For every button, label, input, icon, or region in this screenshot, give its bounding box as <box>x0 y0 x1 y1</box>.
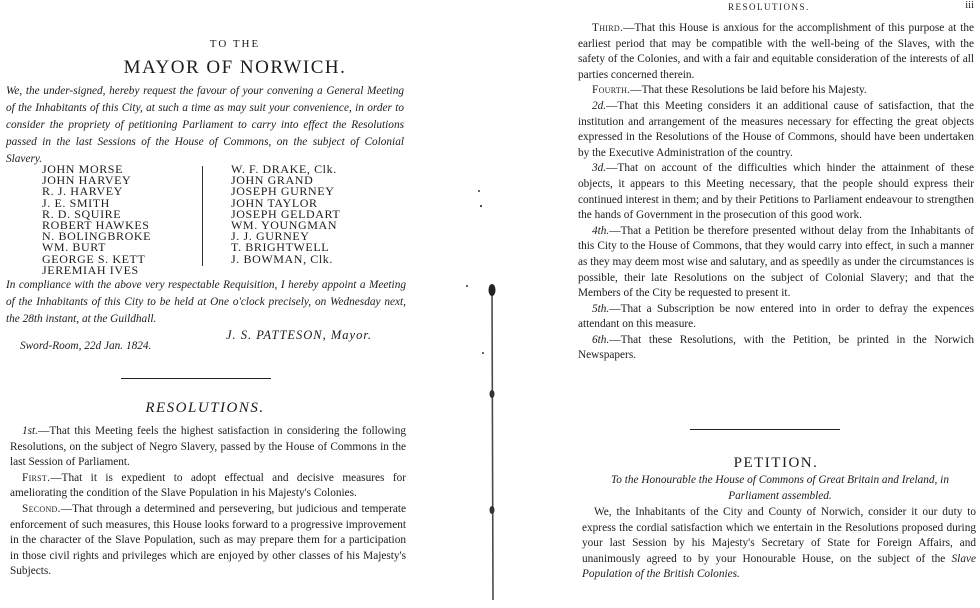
signatory-name-6: ROBERT HAWKES <box>42 218 150 233</box>
signatory-name-5: JOSEPH GELDART <box>231 206 341 221</box>
signatory-name-4: J. E. SMITH <box>42 195 110 210</box>
column-divider <box>202 166 203 266</box>
signatory-name-5: R. D. SQUIRE <box>42 206 122 221</box>
resolution-text: —That a Petition be therefore presented without delay from the Inhabitants of this City to the House of Commons, that they would carry into effect, in such a manner as they may deem most wise and salutary, and as speedily as under the circumstances is possible, their late Resolutions on the subject of Colonial Slavery; and that the Members of the City be requested to present it. <box>578 224 974 300</box>
petition-text-italic: Slave Population of the British Colonies. <box>582 552 976 581</box>
resolution-label: Third. <box>592 22 624 34</box>
resolution-text: —That on account of the difficulties which hinder the attainment of these objects, it appears to this Meeting necessary, that the people should express their continued interest in them; and by their Petitions to Parliament endeavour to strengthen the hands of Government in the prosecution of this good work. <box>578 162 974 222</box>
resolution-label: Fourth. <box>592 84 631 97</box>
resolution-label: Second. <box>22 502 61 515</box>
resolution-first <box>10 471 406 502</box>
resolution-3d <box>578 161 974 223</box>
resolution-text: —That these Resolutions be laid before his Majesty. <box>630 84 867 97</box>
resolution-label: 1st. <box>22 425 39 437</box>
binding-thread-icon <box>470 0 578 608</box>
requisition-text: We, the under-signed, hereby request the favour of your convening a General Meeting of the Inhabitants of this City, at such a time as may suit your convenience, in order to consider the propriety of petitioning Parliament to carry into effect the Resolutions passed in the last Sessions of the House of Commons, on the subject of Colonial Slavery. <box>6 85 404 165</box>
resolution-third <box>578 21 974 83</box>
dateline: Sword-Room, 22d Jan. 1824. <box>20 340 152 352</box>
section-divider <box>121 378 271 379</box>
petition-heading: PETITION. <box>733 455 819 471</box>
resolution-text: —That this Meeting feels the highest satisfaction in considering the following Resolutions, on the subject of Negro Slavery, passed by the House of Commons in the last Session of Parliament. <box>10 425 406 469</box>
signatories-column-2 <box>231 164 401 265</box>
book-gutter <box>470 0 578 608</box>
signatory-name-3: R. J. HARVEY <box>42 184 123 199</box>
signatory-name-1: W. F. DRAKE, Clk. <box>231 162 337 176</box>
resolution-text: —That it is expedient to adopt effectual and decisive measures for ameliorating the condition of the Slave Population in his Majesty's Colonies. <box>10 471 406 500</box>
signatory-name-2: JOHN HARVEY <box>42 173 132 188</box>
signatory-name-9: GEORGE S. KETT <box>42 251 146 266</box>
signatory-name-4: JOHN TAYLOR <box>231 195 318 210</box>
resolution-text: —That through a determined and persevering, but judicious and temperate enforcement of such measures, this House looks forward to a progressive improvement in the character of the Slave Population, such as may prepare them for a participation in those civil rights and privileges which are enjoyed by other classes of his Majesty's Subjects. <box>10 502 406 578</box>
signatory-name-8: T. BRIGHTWELL <box>231 240 330 255</box>
resolution-label: 2d. <box>592 99 607 112</box>
signatory-name-6: WM. YOUNGMAN <box>231 218 338 233</box>
signatory-name-9: J. BOWMAN, Clk. <box>231 251 334 266</box>
address-line: TO THE <box>209 38 261 50</box>
resolution-label: First. <box>22 471 51 484</box>
running-head-title: RESOLUTIONS. <box>728 2 810 12</box>
page-number: iii <box>965 0 974 11</box>
resolutions-list <box>10 424 406 580</box>
resolution-label: 4th. <box>592 224 610 237</box>
petition-paragraph <box>582 505 976 583</box>
signatory-name-2: JOHN GRAND <box>231 173 314 188</box>
resolution-label: 3d. <box>592 162 607 175</box>
resolutions-continued <box>578 21 974 364</box>
mayor-heading: MAYOR OF NORWICH. <box>123 57 347 78</box>
petition-body <box>582 505 976 583</box>
mayor-signature: J. S. PATTESON, Mayor. <box>226 328 372 342</box>
resolution-text: —That these Resolutions, with the Petition, be printed in the Norwich Newspapers. <box>578 333 974 362</box>
signatory-name-7: N. BOLINGBROKE <box>42 229 152 244</box>
resolutions-heading: RESOLUTIONS. <box>145 400 265 416</box>
resolution-label: 5th. <box>592 302 610 315</box>
signatory-name-7: J. J. GURNEY <box>231 229 310 244</box>
resolution-1st <box>10 424 406 471</box>
signatory-name-10: JEREMIAH IVES <box>42 262 139 277</box>
signatory-name-8: WM. BURT <box>42 240 107 255</box>
petition-text: We, the Inhabitants of the City and County of Norwich, consider it our duty to express the cordial satisfaction which we entertain in the Resolutions proposed during your last Session by his Majesty's Secretary of State for Foreign Affairs, and unanimously agreed to by your Honourable House, on the subject of the <box>582 506 976 565</box>
resolution-second <box>10 502 406 580</box>
signatory-name-1: JOHN MORSE <box>42 162 124 176</box>
resolution-text: —That this House is anxious for the accomplishment of this purpose at the earliest period that may be compatible with the well-being of the Slaves, with the safety of the Colonies, and with a fair and equitable consideration of the interests of all parties concerned therein. <box>578 22 974 81</box>
petition-address: To the Honourable the House of Commons of Great Britain and Ireland, in Parliament assembled. <box>611 474 949 502</box>
signatory-name-3: JOSEPH GURNEY <box>231 184 335 199</box>
resolution-5th <box>578 302 974 333</box>
resolution-text: —That a Subscription be now entered into in order to defray the expences attendant on this measure. <box>578 302 974 331</box>
left-page <box>0 0 470 608</box>
resolution-6th <box>578 333 974 364</box>
resolution-text: —That this Meeting considers it an additional cause of satisfaction, that the institution and arrangement of the measures necessary for effecting the great objects expressed in the Resolutions of the House of Commons, should have been undertaken by the Executive Administration of the country. <box>578 99 974 159</box>
resolution-label: 6th. <box>592 333 610 346</box>
right-page <box>578 0 978 608</box>
compliance-text: In compliance with the above very respectable Requisition, I hereby appoint a Meeting of the Inhabitants of this City to be held at One o'clock precisely, on Wednesday next, the 28th instant, at the Guildhall. <box>6 279 406 325</box>
signatories-column-1 <box>42 164 200 276</box>
resolution-2d <box>578 99 974 161</box>
resolution-4th <box>578 224 974 302</box>
section-divider <box>690 429 840 430</box>
resolution-fourth <box>578 83 974 99</box>
